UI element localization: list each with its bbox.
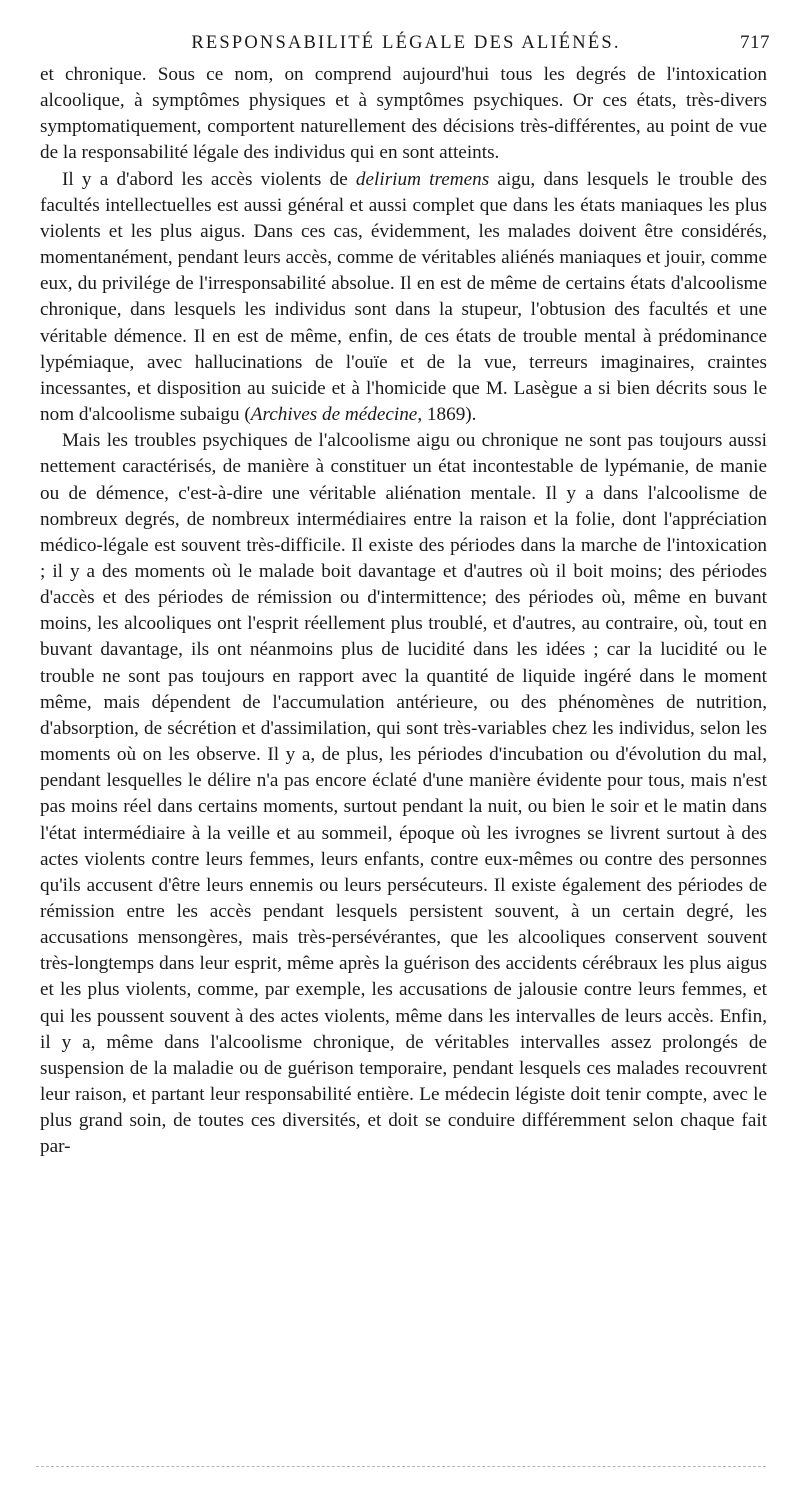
paragraph-text-segment: , 1869).: [417, 404, 477, 426]
paragraph-psychic-troubles: Mais les troubles psychiques de l'alcoolisme aigu ou chronique ne sont pas toujours aussi nettement caractérisés, de manière à constituer un état incontestable de lypémanie, de manie ou de démence, c'est-à-dire une véritable aliénation mentale. Il y a dans l'alcoolisme de nombreux degrés, de nombreux intermédiaires entre la raison et la folie, dont l'appréciation médico-légale est souvent très-difficile. Il existe des périodes dans la marche de l'intoxication ; il y a des moments où le malade boit davantage et d'autres où il boit moins; des périodes d'accès et des périodes de rémission ou d'intermittence; des périodes où, même en buvant moins, les alcooliques ont l'esprit réellement plus troublé, et d'autres, au contraire, où, tout en buvant davantage, ils ont néanmoins plus de lucidité dans les idées ; car la lucidité ou le trouble ne sont pas toujours en rapport avec la quantité de liquide ingéré dans le moment même, mais dépendent de l'accumulation antérieure, ou des phénomènes de nutrition, d'absorption, de sécrétion et d'assimilation, qui sont très-variables chez les individus, selon les moments où on les observe. Il y a, de plus, les périodes d'incubation ou d'évolution du mal, pendant lesquelles le délire n'a pas encore éclaté d'une manière évidente pour tous, mais n'est pas moins réel dans certains moments, surtout pendant la nuit, ou bien le soir et le matin dans l'état intermédiaire à la veille et au sommeil, époque où les ivrognes se livrent surtout à des actes violents contre leurs femmes, leurs enfants, contre eux-mêmes ou contre des personnes qu'ils accusent d'être leurs ennemis ou leurs persécuteurs. Il existe également des périodes de rémission entre les accès pendant lesquels persistent souvent, à un certain degré, les accusations mensongères, mais très-persévérantes, que les alcooliques conservent souvent très-longtemps dans leur esprit, même après la guérison des accidents cérébraux les plus aigus et les plus violents, comme, par exemple, les accusations de jalousie contre leurs femmes, et qui les poussent souvent à des actes violents, même dans les intervalles de leurs accès. Enfin, il y a, même dans l'alcoolisme chronique, de véritables intervalles assez prolongés de suspension de la maladie ou de guérison temporaire, pendant lesquels ces malades recouvrent leur raison, et partant leur responsabilité entière. Le médecin légiste doit tenir compte, avec le plus grand soin, de toutes ces diversités, et doit se conduire différemment selon chaque fait par-: [40, 430, 767, 1158]
running-title: RESPONSABILITÉ LÉGALE DES ALIÉNÉS.: [191, 33, 621, 53]
page-number: 717: [740, 32, 770, 53]
paragraph-text-segment: Il y a d'abord les accès violents de: [62, 168, 356, 190]
body-text: [40, 62, 767, 1161]
italic-term: delirium tremens: [355, 168, 490, 190]
paragraph-text-segment: aigu, dans lesquels le trouble des facultés intellectuelles est aussi général et aussi complet que dans les états maniaques les plus violents et les plus aigus. Dans ces cas, évidemment, les malades doivent être considérés, momentanément, pendant leurs accès, comme de véritables aliénés maniaques et jouir, comme eux, du privilége de l'irresponsabilité absolue. Il en est de même de certains états d'alcoolisme chronique, dans lesquels les individus sont dans la stupeur, l'obtusion des facultés et une véritable démence. Il en est de même, enfin, de ces états de trouble mental à prédominance lypémiaque, avec hallucinations de l'ouïe et de la vue, terreurs imaginaires, craintes incessantes, et disposition au suicide et à l'homicide que M. Lasègue a si bien décrits sous le nom d'alcoolisme subaigu (: [40, 168, 767, 426]
bottom-rule: [36, 1466, 766, 1467]
paragraph-continued: et chronique. Sous ce nom, on comprend aujourd'hui tous les degrés de l'intoxication alcoolique, à symptômes physiques et à symptômes psychiques. Or ces états, très-divers symptomatiquement, comportent naturellement des décisions très-différentes, au point de vue de la responsabilité légale des individus qui en sont atteints.: [40, 64, 767, 164]
running-header: [40, 30, 772, 56]
paragraph-delirium-tremens: [40, 167, 767, 429]
citation-title: Archives de médecine: [250, 404, 418, 426]
